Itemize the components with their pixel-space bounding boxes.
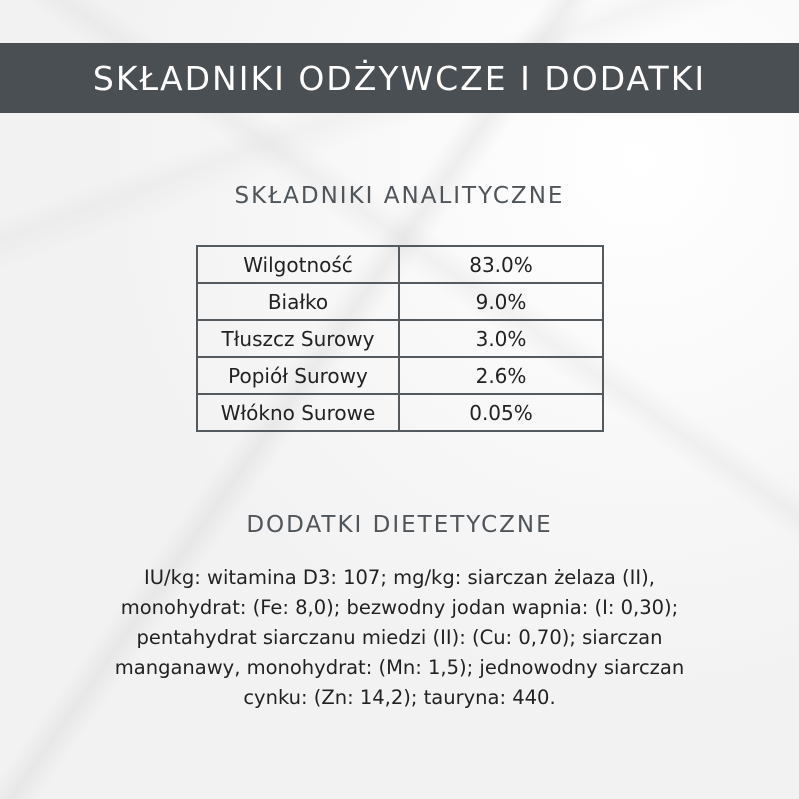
description-line: IU/kg: witamina D3: 107; mg/kg: siarczan żelaza (II), <box>144 566 655 589</box>
nutrient-value: 9.0% <box>399 283 603 320</box>
table-row <box>197 283 603 320</box>
nutrient-value: 3.0% <box>399 320 603 357</box>
description-line: cynku: (Zn: 14,2); tauryna: 440. <box>243 686 556 709</box>
page-title: SKŁADNIKI ODŻYWCZE I DODATKI <box>92 58 707 98</box>
description-line: monohydrat: (Fe: 8,0); bezwodny jodan wapnia: (I: 0,30); <box>120 596 679 619</box>
table-row <box>197 394 603 431</box>
nutrient-name: Białko <box>197 283 399 320</box>
table-row <box>197 320 603 357</box>
nutrient-value: 2.6% <box>399 357 603 394</box>
analytical-title: SKŁADNIKI ANALITYCZNE <box>234 183 565 209</box>
description-line: pentahydrat siarczanu miedzi (II): (Cu: 0,70); siarczan <box>136 626 663 649</box>
nutrient-name: Popiół Surowy <box>197 357 399 394</box>
header-banner <box>0 43 799 113</box>
nutrient-name: Wilgotność <box>197 246 399 283</box>
table-row <box>197 357 603 394</box>
nutrient-value: 83.0% <box>399 246 603 283</box>
nutrient-name: Tłuszcz Surowy <box>197 320 399 357</box>
table-row <box>197 246 603 283</box>
analytical-table <box>196 245 604 432</box>
nutrient-name: Włókno Surowe <box>197 394 399 431</box>
description-line: manganawy, monohydrat: (Mn: 1,5); jednowodny siarczan <box>114 656 685 679</box>
nutrient-value: 0.05% <box>399 394 603 431</box>
additives-description <box>60 563 739 713</box>
additives-title: DODATKI DIETETYCZNE <box>246 512 553 538</box>
